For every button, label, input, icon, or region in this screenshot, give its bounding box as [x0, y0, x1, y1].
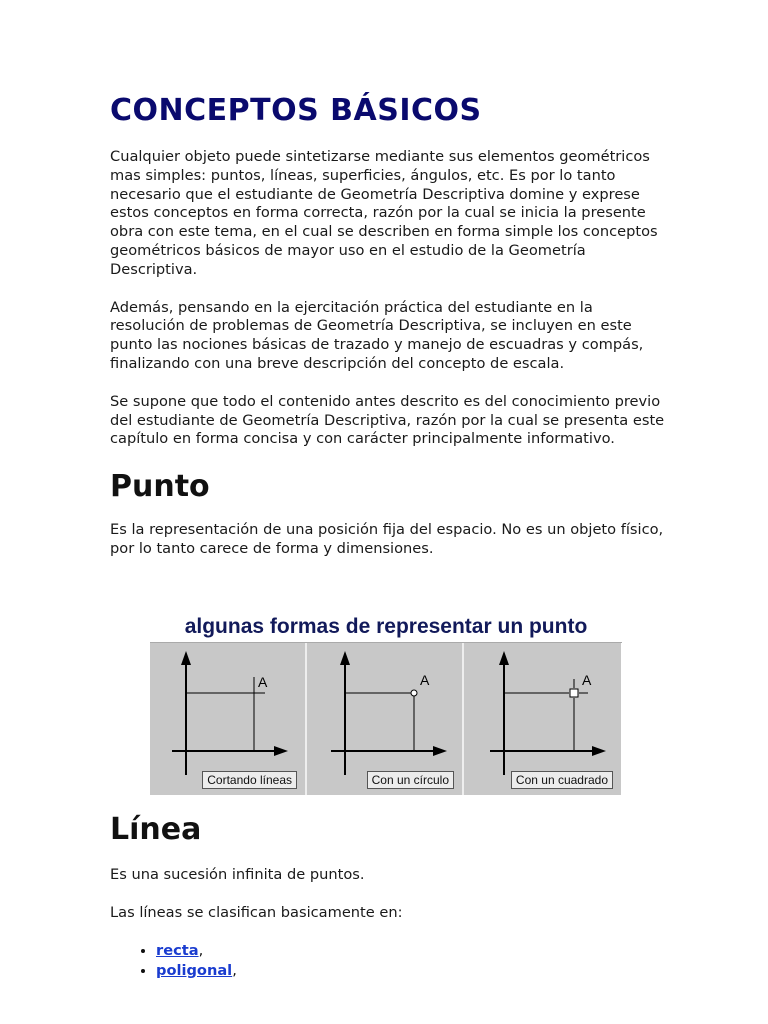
page-title: CONCEPTOS BÁSICOS — [110, 93, 482, 128]
point-representation-figure — [150, 612, 622, 795]
linea-section — [110, 810, 670, 981]
linea-description: Es una sucesión infinita de puntos. — [110, 866, 365, 883]
line-types-list — [0, 941, 670, 981]
point-label-a: A — [420, 672, 430, 688]
caption-crossing-lines: Cortando líneas — [202, 771, 297, 789]
list-item: • poligonal, — [156, 961, 670, 981]
panel-crossing-lines — [150, 643, 307, 795]
punto-description: Es la representación de una posición fija del espacio. No es un objeto físico, por lo tanto carece de forma y dimensiones. — [110, 521, 664, 557]
panel-circle — [307, 643, 464, 795]
intro-paragraph-2: Además, pensando en la ejercitación práctica del estudiante en la resolución de problemas de Geometría Descriptiva, se incluyen en este punto las nociones básicas de trazado y manejo de escuadras y compás, finalizando con una breve descripción del concepto de escala. — [110, 298, 644, 372]
linea-heading: Línea — [110, 812, 202, 847]
list-item: • recta, — [156, 941, 670, 961]
caption-square: Con un cuadrado — [511, 771, 613, 789]
intro-paragraph-3: Se supone que todo el contenido antes descrito es del conocimiento previo del estudiante de Geometría Descriptiva, razón por la cual se presenta este capítulo en forma concisa y con carácter principalmente informativo. — [110, 392, 665, 448]
punto-heading: Punto — [110, 469, 210, 505]
poligonal-link[interactable]: poligonal — [156, 961, 233, 979]
caption-circle: Con un círculo — [367, 771, 454, 789]
panel-square — [464, 643, 621, 795]
linea-classification-intro: Las líneas se clasifican basicamente en: — [110, 903, 403, 921]
figure-title: algunas formas de representar un punto — [184, 615, 588, 638]
point-label-a: A — [582, 672, 592, 688]
point-label-a: A — [258, 674, 268, 690]
intro-paragraph-1: Cualquier objeto puede sintetizarse mediante sus elementos geométricos mas simples: puntos, líneas, superficies, ángulos, etc. Es por lo tanto necesario que el estudiante de Geometría Descriptiva domine y exprese estos conceptos en forma correcta, razón por la cual se inicia la presente obra con este tema, en el cual se describen en forma simple los conceptos geométricos básicos de mayor uso en el estudio de la Geometría Descriptiva. — [110, 148, 658, 278]
article — [110, 92, 670, 559]
recta-link[interactable]: recta — [156, 941, 199, 959]
